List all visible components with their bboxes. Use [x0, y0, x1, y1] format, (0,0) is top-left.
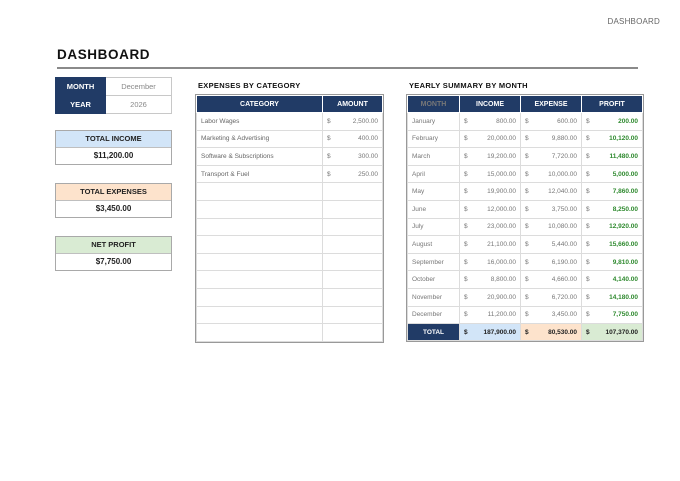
- money-value: [586, 223, 638, 230]
- amount-number: 11,480.00: [609, 152, 638, 160]
- money-value: [464, 276, 516, 283]
- amount-number: 250.00: [358, 170, 378, 178]
- income-cell[interactable]: [460, 130, 521, 148]
- amount-number: 10,000.00: [548, 170, 577, 178]
- currency-symbol: $: [464, 117, 468, 125]
- amount-cell[interactable]: [323, 271, 383, 289]
- money-value: [525, 276, 577, 283]
- table-row: [408, 271, 643, 289]
- net-profit-label: NET PROFIT: [56, 237, 171, 254]
- currency-symbol: $: [464, 293, 468, 301]
- table-row: [408, 183, 643, 201]
- currency-symbol: $: [525, 117, 529, 125]
- profit-cell: [582, 113, 643, 131]
- profit-cell: [582, 271, 643, 289]
- category-cell[interactable]: [197, 253, 323, 271]
- amount-number: 9,880.00: [551, 135, 577, 143]
- currency-symbol: $: [586, 152, 590, 160]
- money-value: [525, 188, 577, 195]
- table-row: [197, 148, 383, 166]
- amount-number: 12,000.00: [487, 205, 516, 213]
- expenses-by-category-table: [196, 95, 383, 342]
- amount-number: 2,500.00: [352, 117, 378, 125]
- profit-cell: [582, 253, 643, 271]
- amount-cell[interactable]: [323, 165, 383, 183]
- month-cell: November: [408, 288, 460, 306]
- table-row: [197, 306, 383, 324]
- month-cell: June: [408, 200, 460, 218]
- total-income-value: $11,200.00: [56, 148, 171, 164]
- amount-number: 6,720.00: [551, 293, 577, 301]
- amount-number: 9,810.00: [612, 258, 638, 266]
- profit-cell: [582, 306, 643, 324]
- net-profit-value: $7,750.00: [56, 254, 171, 270]
- amount-number: 12,920.00: [609, 223, 638, 231]
- table-row: [408, 130, 643, 148]
- currency-symbol: $: [586, 293, 590, 301]
- amount-cell[interactable]: [323, 218, 383, 236]
- table-row: [408, 218, 643, 236]
- amount-number: 300.00: [358, 152, 378, 160]
- money-value: [586, 206, 638, 213]
- money-value: [525, 241, 577, 248]
- category-cell[interactable]: [197, 271, 323, 289]
- table-row: [197, 253, 383, 271]
- amount-number: 7,750.00: [612, 311, 638, 319]
- currency-symbol: $: [525, 258, 529, 266]
- month-cell: August: [408, 236, 460, 254]
- amount-cell[interactable]: [323, 253, 383, 271]
- category-cell[interactable]: [197, 236, 323, 254]
- table-row: [408, 253, 643, 271]
- table-row: [408, 113, 643, 131]
- amount-number: 5,000.00: [612, 170, 638, 178]
- money-value: [586, 311, 638, 318]
- currency-symbol: $: [586, 223, 590, 231]
- currency-symbol: $: [525, 152, 529, 160]
- currency-symbol: $: [525, 223, 529, 231]
- money-value: [586, 329, 638, 336]
- page-title: DASHBOARD: [57, 47, 151, 62]
- currency-symbol: $: [586, 135, 590, 143]
- amount-cell[interactable]: [323, 148, 383, 166]
- expense-cell[interactable]: [521, 130, 582, 148]
- income-cell[interactable]: [460, 236, 521, 254]
- expense-cell[interactable]: [521, 253, 582, 271]
- table-row: [197, 218, 383, 236]
- total-expenses-card: [55, 183, 172, 218]
- amount-number: 600.00: [557, 117, 577, 125]
- month-cell: July: [408, 218, 460, 236]
- currency-symbol: $: [327, 170, 331, 178]
- total-profit-cell: [582, 324, 643, 341]
- month-cell: May: [408, 183, 460, 201]
- money-value: [525, 118, 577, 125]
- money-value: [525, 259, 577, 266]
- expense-cell[interactable]: [521, 218, 582, 236]
- amount-header: AMOUNT: [323, 96, 383, 113]
- title-divider: [57, 67, 638, 69]
- money-value: [464, 153, 516, 160]
- amount-number: 8,800.00: [490, 276, 516, 284]
- profit-cell: [582, 130, 643, 148]
- expense-cell[interactable]: [521, 271, 582, 289]
- total-expense-cell: [521, 324, 582, 341]
- amount-number: 4,660.00: [551, 276, 577, 284]
- income-cell[interactable]: [460, 183, 521, 201]
- expense-cell[interactable]: [521, 200, 582, 218]
- money-value: [586, 153, 638, 160]
- table-row: [408, 200, 643, 218]
- money-value: [327, 135, 378, 142]
- amount-number: 11,200.00: [487, 311, 516, 319]
- month-label: MONTH: [56, 78, 106, 96]
- money-value: [464, 241, 516, 248]
- amount-number: 16,000.00: [487, 258, 516, 266]
- table-row: [408, 236, 643, 254]
- income-cell[interactable]: [460, 253, 521, 271]
- amount-number: 800.00: [496, 117, 516, 125]
- amount-cell[interactable]: [323, 288, 383, 306]
- income-cell[interactable]: [460, 218, 521, 236]
- table-row: [197, 113, 383, 131]
- money-value: [464, 206, 516, 213]
- expense-cell[interactable]: [521, 306, 582, 324]
- money-value: [586, 171, 638, 178]
- currency-symbol: $: [586, 311, 590, 319]
- period-selector: [55, 77, 172, 114]
- expense-cell[interactable]: [521, 236, 582, 254]
- table-row: [408, 306, 643, 324]
- currency-symbol: $: [586, 117, 590, 125]
- month-cell: September: [408, 253, 460, 271]
- amount-cell[interactable]: [323, 183, 383, 201]
- category-cell[interactable]: Marketing & Advertising: [197, 130, 323, 148]
- category-cell[interactable]: [197, 183, 323, 201]
- month-header: MONTH: [408, 96, 460, 113]
- money-value: [525, 206, 577, 213]
- amount-cell[interactable]: [323, 200, 383, 218]
- amount-number: 20,900.00: [487, 293, 516, 301]
- month-cell: January: [408, 113, 460, 131]
- table-row: [197, 165, 383, 183]
- category-cell[interactable]: [197, 306, 323, 324]
- currency-symbol: $: [586, 240, 590, 248]
- month-cell: October: [408, 271, 460, 289]
- category-cell[interactable]: [197, 218, 323, 236]
- category-cell[interactable]: [197, 288, 323, 306]
- currency-symbol: $: [586, 188, 590, 196]
- profit-cell: [582, 165, 643, 183]
- currency-symbol: $: [525, 293, 529, 301]
- table-row: [197, 324, 383, 342]
- amount-number: 15,660.00: [609, 240, 638, 248]
- expense-cell[interactable]: [521, 288, 582, 306]
- amount-cell[interactable]: [323, 306, 383, 324]
- currency-symbol: $: [525, 205, 529, 213]
- currency-symbol: $: [327, 135, 331, 143]
- money-value: [586, 188, 638, 195]
- amount-number: 19,900.00: [487, 188, 516, 196]
- money-value: [464, 223, 516, 230]
- income-cell[interactable]: [460, 200, 521, 218]
- month-cell: April: [408, 165, 460, 183]
- yearly-summary-table: [407, 95, 643, 341]
- currency-symbol: $: [464, 223, 468, 231]
- table-row: [197, 288, 383, 306]
- income-cell[interactable]: [460, 306, 521, 324]
- amount-cell[interactable]: [323, 324, 383, 342]
- currency-symbol: $: [525, 240, 529, 248]
- amount-number: 7,860.00: [612, 188, 638, 196]
- total-income-card: [55, 130, 172, 165]
- year-label: YEAR: [56, 96, 106, 114]
- category-cell[interactable]: [197, 200, 323, 218]
- total-income-cell: [460, 324, 521, 341]
- month-cell: March: [408, 148, 460, 166]
- amount-cell[interactable]: [323, 113, 383, 131]
- currency-symbol: $: [464, 188, 468, 196]
- table-row: [408, 165, 643, 183]
- money-value: [464, 311, 516, 318]
- money-value: [464, 118, 516, 125]
- money-value: [464, 259, 516, 266]
- amount-number: 3,750.00: [551, 205, 577, 213]
- money-value: [586, 294, 638, 301]
- table-row: [408, 288, 643, 306]
- money-value: [525, 171, 577, 178]
- currency-symbol: $: [525, 276, 529, 284]
- money-value: [525, 294, 577, 301]
- year-value-cell[interactable]: 2026: [106, 96, 172, 114]
- income-cell[interactable]: [460, 165, 521, 183]
- money-value: [586, 118, 638, 125]
- money-value: [327, 118, 378, 125]
- net-profit-card: [55, 236, 172, 271]
- currency-symbol: $: [464, 258, 468, 266]
- money-value: [525, 153, 577, 160]
- profit-header: PROFIT: [582, 96, 643, 113]
- money-value: [464, 135, 516, 142]
- money-value: [586, 241, 638, 248]
- amount-number: 200.00: [618, 117, 638, 125]
- currency-symbol: $: [586, 328, 590, 336]
- amount-number: 21,100.00: [487, 240, 516, 248]
- expense-cell[interactable]: [521, 165, 582, 183]
- expense-cell[interactable]: [521, 148, 582, 166]
- currency-symbol: $: [327, 117, 331, 125]
- money-value: [586, 276, 638, 283]
- currency-symbol: $: [464, 205, 468, 213]
- money-value: [525, 311, 577, 318]
- table-row: [197, 200, 383, 218]
- income-cell[interactable]: [460, 271, 521, 289]
- amount-number: 23,000.00: [487, 223, 516, 231]
- income-header: INCOME: [460, 96, 521, 113]
- currency-symbol: $: [464, 328, 468, 336]
- table-row: [197, 271, 383, 289]
- expense-cell[interactable]: [521, 183, 582, 201]
- income-cell[interactable]: [460, 288, 521, 306]
- total-expenses-value: $3,450.00: [56, 201, 171, 217]
- expense-cell[interactable]: [521, 113, 582, 131]
- currency-symbol: $: [586, 170, 590, 178]
- money-value: [586, 135, 638, 142]
- currency-symbol: $: [586, 258, 590, 266]
- amount-number: 80,530.00: [548, 328, 577, 336]
- table-row: [197, 130, 383, 148]
- amount-number: 10,080.00: [548, 223, 577, 231]
- amount-number: 400.00: [358, 135, 378, 143]
- currency-symbol: $: [464, 240, 468, 248]
- profit-cell: [582, 236, 643, 254]
- money-value: [464, 188, 516, 195]
- currency-symbol: $: [327, 152, 331, 160]
- income-cell[interactable]: [460, 148, 521, 166]
- amount-number: 5,440.00: [551, 240, 577, 248]
- money-value: [464, 294, 516, 301]
- amount-number: 3,450.00: [551, 311, 577, 319]
- currency-symbol: $: [586, 276, 590, 284]
- table-row: [408, 148, 643, 166]
- currency-symbol: $: [525, 188, 529, 196]
- total-expenses-label: TOTAL EXPENSES: [56, 184, 171, 201]
- amount-number: 8,250.00: [612, 205, 638, 213]
- profit-cell: [582, 183, 643, 201]
- amount-cell[interactable]: [323, 236, 383, 254]
- total-income-label: TOTAL INCOME: [56, 131, 171, 148]
- amount-number: 19,200.00: [487, 152, 516, 160]
- category-cell[interactable]: [197, 324, 323, 342]
- currency-symbol: $: [586, 205, 590, 213]
- amount-number: 4,140.00: [612, 276, 638, 284]
- amount-number: 10,120.00: [609, 135, 638, 143]
- category-header: CATEGORY: [197, 96, 323, 113]
- yearly-summary-title: YEARLY SUMMARY BY MONTH: [409, 81, 528, 90]
- money-value: [327, 153, 378, 160]
- total-row: [408, 324, 643, 341]
- money-value: [525, 329, 577, 336]
- money-value: [586, 259, 638, 266]
- category-cell[interactable]: Transport & Fuel: [197, 165, 323, 183]
- month-value-cell[interactable]: December: [106, 78, 172, 96]
- amount-number: 107,370.00: [605, 328, 638, 336]
- expenses-by-category-title: EXPENSES BY CATEGORY: [198, 81, 301, 90]
- amount-number: 15,000.00: [487, 170, 516, 178]
- profit-cell: [582, 218, 643, 236]
- amount-number: 14,180.00: [609, 293, 638, 301]
- currency-symbol: $: [525, 135, 529, 143]
- amount-number: 7,720.00: [551, 152, 577, 160]
- currency-symbol: $: [464, 276, 468, 284]
- table-row: [197, 183, 383, 201]
- income-cell[interactable]: [460, 113, 521, 131]
- table-row: [197, 236, 383, 254]
- currency-symbol: $: [525, 328, 529, 336]
- money-value: [525, 223, 577, 230]
- amount-cell[interactable]: [323, 130, 383, 148]
- dashboard-tab[interactable]: DASHBOARD: [607, 17, 660, 26]
- expense-header: EXPENSE: [521, 96, 582, 113]
- total-label: TOTAL: [408, 324, 460, 341]
- amount-number: 12,040.00: [548, 188, 577, 196]
- profit-cell: [582, 200, 643, 218]
- currency-symbol: $: [464, 135, 468, 143]
- currency-symbol: $: [525, 170, 529, 178]
- currency-symbol: $: [525, 311, 529, 319]
- profit-cell: [582, 148, 643, 166]
- currency-symbol: $: [464, 311, 468, 319]
- amount-number: 187,900.00: [483, 328, 516, 336]
- category-cell[interactable]: Software & Subscriptions: [197, 148, 323, 166]
- money-value: [464, 329, 516, 336]
- currency-symbol: $: [464, 152, 468, 160]
- money-value: [464, 171, 516, 178]
- month-cell: February: [408, 130, 460, 148]
- month-cell: December: [408, 306, 460, 324]
- money-value: [525, 135, 577, 142]
- amount-number: 20,000.00: [487, 135, 516, 143]
- amount-number: 6,190.00: [551, 258, 577, 266]
- currency-symbol: $: [464, 170, 468, 178]
- category-cell[interactable]: Labor Wages: [197, 113, 323, 131]
- profit-cell: [582, 288, 643, 306]
- money-value: [327, 171, 378, 178]
